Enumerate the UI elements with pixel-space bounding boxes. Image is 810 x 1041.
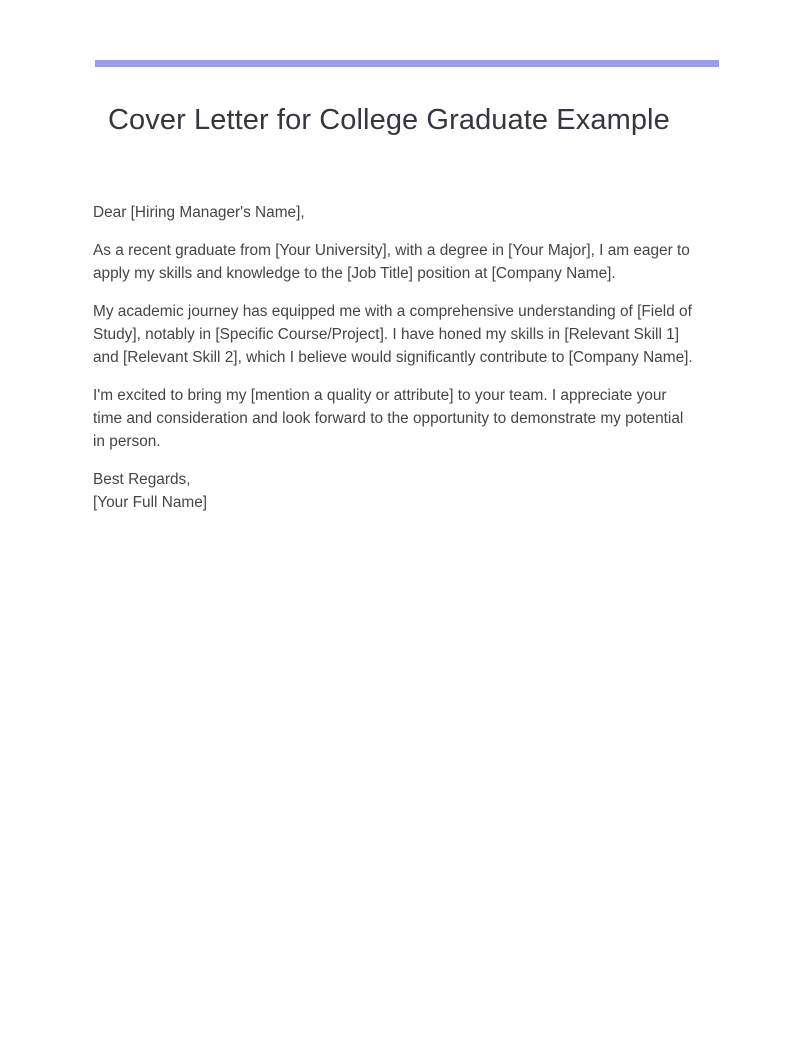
letter-body — [93, 201, 693, 514]
signature: [Your Full Name] — [93, 494, 208, 511]
paragraph-intro: As a recent graduate from [Your University], with a degree in [Your Major], I am eager to apply my skills and knowledge to the [Job Title] position at [Company Name]. — [93, 242, 690, 282]
salutation: Dear [Hiring Manager's Name], — [93, 204, 305, 221]
paragraph-closing: I'm excited to bring my [mention a quality or attribute] to your team. I appreciate your time and consideration and look forward to the opportunity to demonstrate my potential in person. — [93, 387, 684, 450]
paragraph-academic: My academic journey has equipped me with a comprehensive understanding of [Field of Study], notably in [Specific Course/Project]. I have honed my skills in [Relevant Skill 1] and [Relevant Skill 2], which I believe would significantly contribute to [Company Name]. — [93, 303, 693, 366]
accent-bar — [95, 60, 719, 67]
document-title: Cover Letter for College Graduate Example — [108, 104, 670, 136]
closing-phrase: Best Regards, — [93, 471, 191, 488]
sign-off — [93, 468, 693, 514]
